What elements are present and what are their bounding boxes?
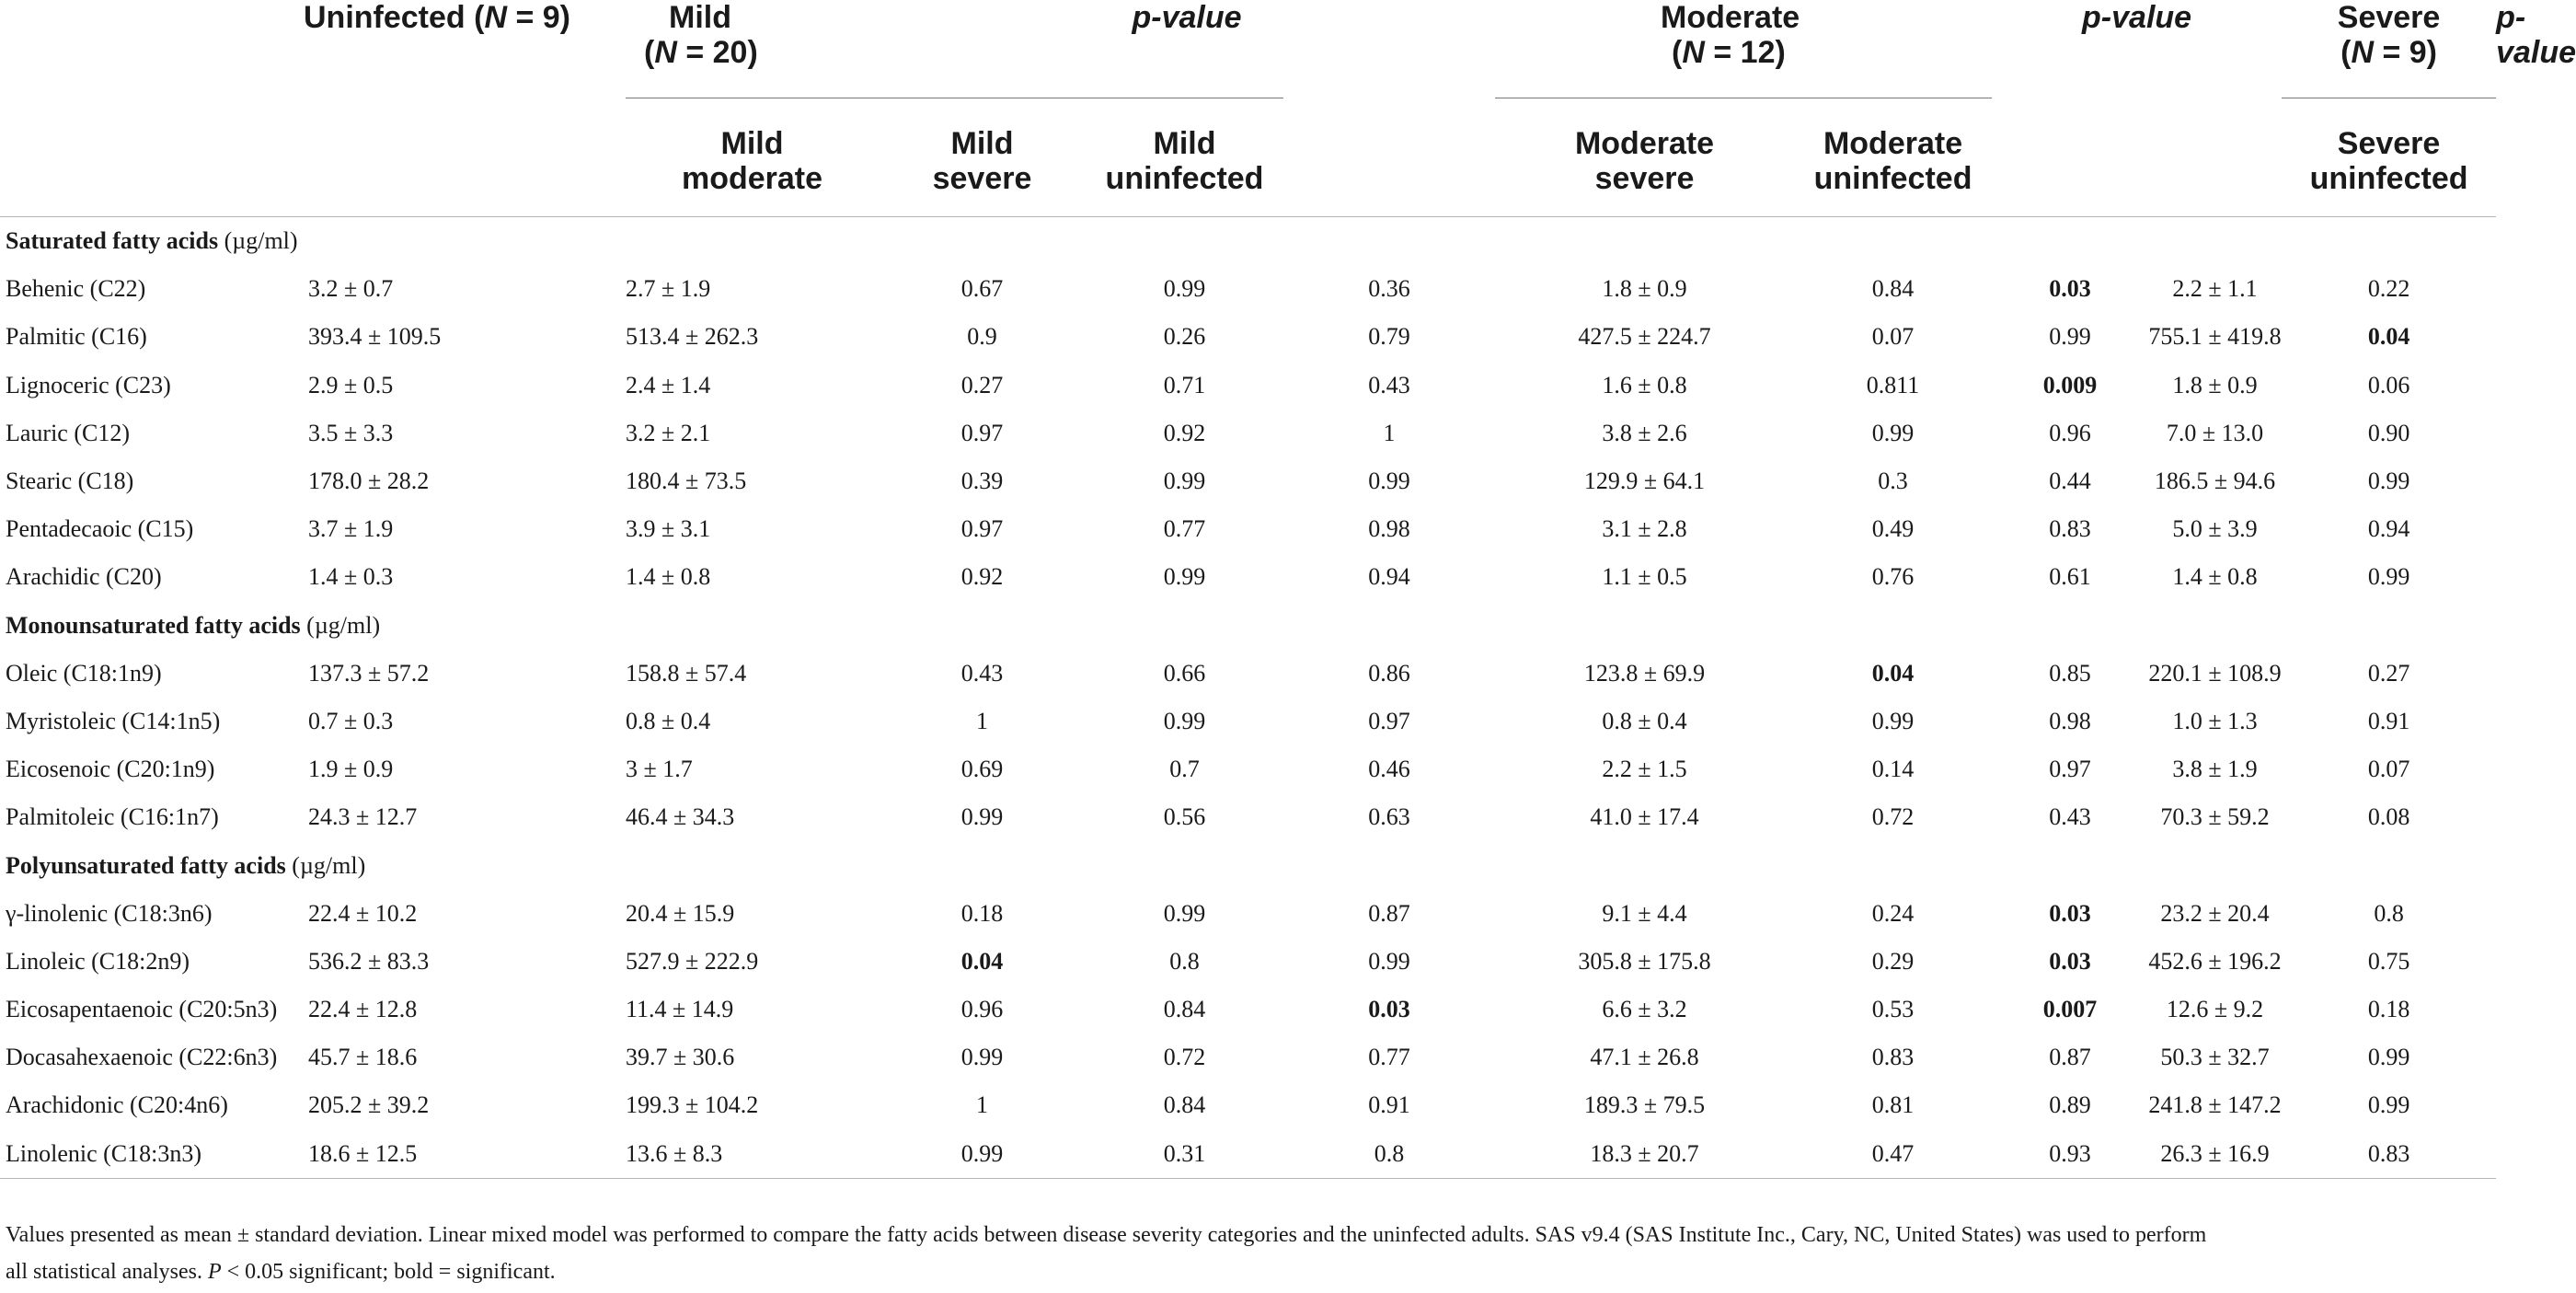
- p-mild-severe: 0.99: [1163, 563, 1206, 591]
- p-mild-moderate: 0.9: [967, 323, 997, 351]
- fatty-acid-name: Lignoceric (C23): [6, 371, 171, 398]
- fatty-acid-name: Behenic (C22): [6, 275, 146, 303]
- p-moderate-uninfected: 0.43: [2049, 803, 2091, 831]
- p-severe-uninfected: 0.90: [2367, 419, 2410, 446]
- moderate-value: 129.9 ± 64.1: [1583, 468, 1706, 495]
- pvalue-label: p-value: [2082, 0, 2192, 35]
- p-moderate-severe: 0.811: [1866, 371, 1920, 398]
- table-row: [0, 362, 2496, 410]
- uninfected-value: 1.9 ± 0.9: [308, 756, 394, 783]
- severe-value: 2.2 ± 1.1: [2172, 275, 2258, 303]
- moderate-value: 18.3 ± 20.7: [1495, 1130, 1794, 1179]
- p-mild-severe: 0.72: [1163, 1044, 1206, 1071]
- p-mild-moderate: 0.27: [960, 371, 1004, 398]
- uninfected-value: 1.4 ± 0.3: [308, 563, 394, 591]
- p-moderate-uninfected: 0.83: [2049, 515, 2091, 543]
- p-severe-uninfected: 0.99: [2367, 468, 2410, 495]
- p-mild-uninfected: 0.99: [1368, 947, 1410, 975]
- p-moderate-uninfected: 0.93: [1992, 1130, 2148, 1179]
- p-severe-uninfected: 0.99: [2367, 1091, 2410, 1119]
- severe-value: 5.0 ± 3.9: [2172, 515, 2258, 543]
- p-mild-moderate: 0.99: [960, 1044, 1004, 1071]
- uninfected-value: 2.9 ± 0.5: [308, 371, 394, 398]
- p-severe-uninfected: 0.22: [2367, 275, 2410, 303]
- p-severe-uninfected: 0.99: [2367, 563, 2410, 591]
- p-severe-uninfected: 0.18: [2367, 996, 2410, 1023]
- moderate-value: 123.8 ± 69.9: [1583, 659, 1706, 687]
- moderate-value: 6.6 ± 3.2: [1602, 996, 1687, 1023]
- mild-value: 199.3 ± 104.2: [626, 1091, 759, 1119]
- table-row: [0, 938, 2496, 986]
- subheader-mild-severe: Mild severe: [879, 98, 1086, 217]
- p-mild-uninfected: 0.99: [1368, 468, 1410, 495]
- uninfected-value: 178.0 ± 28.2: [308, 468, 430, 495]
- p-mild-severe: 0.77: [1163, 515, 1206, 543]
- p-mild-uninfected: 0.98: [1368, 515, 1410, 543]
- fatty-acid-name: Pentadecaoic (C15): [6, 515, 194, 543]
- p-moderate-severe: 0.49: [1871, 515, 1915, 543]
- p-mild-uninfected: 1: [1383, 419, 1396, 446]
- uninfected-value: 18.6 ± 12.5: [308, 1130, 626, 1179]
- p-mild-moderate: 0.39: [960, 468, 1004, 495]
- p-mild-severe: 0.99: [1163, 275, 1206, 303]
- severe-value: 12.6 ± 9.2: [2166, 996, 2264, 1023]
- severe-value: 7.0 ± 13.0: [2166, 419, 2264, 446]
- fatty-acid-name: Palmitoleic (C16:1n7): [6, 803, 219, 831]
- footnote-line-2: all statistical analyses. P < 0.05 significant; bold = significant.: [6, 1260, 556, 1284]
- p-mild-uninfected: 0.97: [1368, 707, 1410, 734]
- severe-value: 70.3 ± 59.2: [2160, 803, 2270, 831]
- uninfected-value: 393.4 ± 109.5: [308, 323, 442, 351]
- p-mild-severe: 0.8: [1169, 947, 1200, 975]
- mild-value: 46.4 ± 34.3: [626, 803, 735, 831]
- p-mild-severe: 0.99: [1163, 707, 1206, 734]
- p-moderate-severe: 0.76: [1871, 563, 1915, 591]
- subheader-moderate-severe: Moderate severe: [1495, 98, 1794, 217]
- header-row-2: [0, 98, 2496, 217]
- table-row: [0, 698, 2496, 745]
- footnote-line-1: Values presented as mean ± standard deviation. Linear mixed model was performed to compare the fatty acids between disease severity categories and the uninfected adults. SAS v9.4 (SAS Institute Inc., Cary, NC, United States) was used to perform: [6, 1223, 2207, 1247]
- section-row: [0, 841, 2496, 889]
- p-mild-severe: 0.99: [1163, 468, 1206, 495]
- fatty-acid-name: Eicosapentaenoic (C20:5n3): [6, 996, 278, 1023]
- p-moderate-severe: 0.72: [1871, 803, 1915, 831]
- p-mild-uninfected: 0.91: [1368, 1091, 1410, 1119]
- p-severe-uninfected: 0.04: [2367, 323, 2410, 351]
- p-moderate-severe: 0.84: [1871, 275, 1915, 303]
- severe-value: 1.4 ± 0.8: [2172, 563, 2258, 591]
- subheader-severe-uninfected: Severe uninfected: [2282, 98, 2496, 217]
- fatty-acid-name: Docasahexaenoic (C22:6n3): [6, 1044, 278, 1071]
- p-moderate-uninfected: 0.98: [2049, 707, 2091, 734]
- uninfected-value: 3.5 ± 3.3: [308, 419, 394, 446]
- uninfected-value: 22.4 ± 10.2: [308, 899, 418, 927]
- fatty-acid-name: Oleic (C18:1n9): [6, 659, 162, 687]
- p-moderate-uninfected: 0.03: [2049, 275, 2091, 303]
- mild-value: 3 ± 1.7: [626, 756, 693, 783]
- subheader-moderate-uninfected: Moderate uninfected: [1794, 98, 1992, 217]
- p-mild-severe: 0.56: [1163, 803, 1206, 831]
- moderate-value: 427.5 ± 224.7: [1578, 323, 1711, 351]
- fatty-acid-name: Linolenic (C18:3n3): [0, 1130, 308, 1179]
- p-mild-moderate: 0.04: [960, 947, 1004, 975]
- fatty-acid-name: Palmitic (C16): [6, 323, 147, 351]
- mild-value: 158.8 ± 57.4: [626, 659, 747, 687]
- p-mild-severe: 0.92: [1163, 419, 1206, 446]
- p-moderate-uninfected: 0.87: [2049, 1044, 2091, 1071]
- p-mild-uninfected: 0.63: [1368, 803, 1410, 831]
- p-moderate-uninfected: 0.99: [2049, 323, 2091, 351]
- severe-value: 3.8 ± 1.9: [2172, 756, 2258, 783]
- p-moderate-severe: 0.24: [1871, 899, 1915, 927]
- header-pvalue-moderate: [1992, 0, 2282, 98]
- table-row: [0, 1081, 2496, 1129]
- p-mild-moderate: 0.96: [960, 996, 1004, 1023]
- header-moderate: Moderate (N = 12): [1661, 0, 1800, 70]
- fatty-acid-name: Arachidonic (C20:4n6): [6, 1091, 228, 1119]
- p-mild-severe: 0.71: [1163, 371, 1206, 398]
- uninfected-value: 137.3 ± 57.2: [308, 659, 430, 687]
- p-mild-uninfected: 0.86: [1368, 659, 1410, 687]
- p-mild-uninfected: 0.03: [1368, 996, 1410, 1023]
- header-uninfected: Uninfected (N = 9): [304, 0, 570, 35]
- header-mild: Mild (N = 20): [644, 0, 758, 70]
- fatty-acid-name: Myristoleic (C14:1n5): [6, 707, 221, 734]
- p-mild-moderate: 0.97: [960, 515, 1004, 543]
- section-title: Saturated fatty acids (µg/ml): [6, 227, 298, 255]
- p-severe-uninfected: 0.91: [2367, 707, 2410, 734]
- p-moderate-uninfected: 0.007: [2042, 996, 2098, 1023]
- severe-value: 755.1 ± 419.8: [2148, 323, 2282, 351]
- p-moderate-severe: 0.99: [1871, 707, 1915, 734]
- p-mild-moderate: 1: [976, 1091, 988, 1119]
- moderate-value: 189.3 ± 79.5: [1583, 1091, 1706, 1119]
- section-title: Polyunsaturated fatty acids (µg/ml): [6, 851, 366, 879]
- p-moderate-severe: 0.14: [1871, 756, 1915, 783]
- table-row: [0, 1033, 2496, 1081]
- table-row: [0, 745, 2496, 793]
- p-mild-moderate: 0.97: [960, 419, 1004, 446]
- p-mild-uninfected: 0.43: [1368, 371, 1410, 398]
- section-row: [0, 217, 2496, 266]
- mild-value: 13.6 ± 8.3: [626, 1130, 879, 1179]
- p-moderate-uninfected: 0.97: [2049, 756, 2091, 783]
- p-mild-uninfected: 0.79: [1368, 323, 1410, 351]
- moderate-value: 2.2 ± 1.5: [1602, 756, 1687, 783]
- mild-value: 2.7 ± 1.9: [626, 275, 711, 303]
- uninfected-value: 205.2 ± 39.2: [308, 1091, 430, 1119]
- uninfected-value: 45.7 ± 18.6: [308, 1044, 418, 1071]
- p-moderate-severe: 0.3: [1878, 468, 1908, 495]
- p-severe-uninfected: 0.06: [2367, 371, 2410, 398]
- p-severe-uninfected: 0.08: [2367, 803, 2410, 831]
- table-row: [0, 1130, 2496, 1179]
- table-body: [0, 217, 2496, 1179]
- moderate-value: 41.0 ± 17.4: [1590, 803, 1699, 831]
- pvalue-label: p-value: [2496, 0, 2576, 70]
- p-mild-moderate: 0.18: [960, 899, 1004, 927]
- p-mild-moderate: 0.69: [960, 756, 1004, 783]
- severe-value: 50.3 ± 32.7: [2160, 1044, 2270, 1071]
- p-moderate-severe: 0.83: [1871, 1044, 1915, 1071]
- table-row: [0, 505, 2496, 553]
- uninfected-value: 3.2 ± 0.7: [308, 275, 394, 303]
- uninfected-value: 3.7 ± 1.9: [308, 515, 394, 543]
- table-row: [0, 265, 2496, 313]
- p-moderate-severe: 0.04: [1871, 659, 1915, 687]
- p-mild-severe: 0.84: [1163, 1091, 1206, 1119]
- p-mild-uninfected: 0.87: [1368, 899, 1410, 927]
- moderate-value: 3.1 ± 2.8: [1602, 515, 1687, 543]
- mild-value: 2.4 ± 1.4: [626, 371, 711, 398]
- severe-value: 1.8 ± 0.9: [2172, 371, 2258, 398]
- mild-value: 527.9 ± 222.9: [626, 947, 759, 975]
- p-mild-moderate: 0.92: [960, 563, 1004, 591]
- fatty-acid-name: Eicosenoic (C20:1n9): [6, 756, 215, 783]
- mild-value: 3.9 ± 3.1: [626, 515, 711, 543]
- uninfected-value: 24.3 ± 12.7: [308, 803, 418, 831]
- subheader-mild-moderate: Mild moderate: [626, 98, 879, 217]
- table-row: [0, 890, 2496, 938]
- moderate-value: 1.8 ± 0.9: [1602, 275, 1687, 303]
- table-row: [0, 986, 2496, 1033]
- p-severe-uninfected: 0.07: [2367, 756, 2410, 783]
- p-severe-uninfected: 0.99: [2367, 1044, 2410, 1071]
- severe-value: 23.2 ± 20.4: [2160, 899, 2270, 927]
- table-row: [0, 410, 2496, 457]
- p-severe-uninfected: 0.8: [2374, 899, 2404, 927]
- p-mild-uninfected: 0.94: [1368, 563, 1410, 591]
- moderate-value: 1.6 ± 0.8: [1602, 371, 1687, 398]
- p-mild-severe: 0.84: [1163, 996, 1206, 1023]
- p-severe-uninfected: 0.75: [2367, 947, 2410, 975]
- fatty-acid-name: Lauric (C12): [6, 419, 131, 446]
- p-mild-severe: 0.31: [1086, 1130, 1283, 1179]
- table-footnote: [6, 1217, 2490, 1290]
- severe-value: 1.0 ± 1.3: [2172, 707, 2258, 734]
- fatty-acid-name: Stearic (C18): [6, 468, 134, 495]
- header-pvalue-mild: [879, 0, 1495, 98]
- p-moderate-uninfected: 0.009: [2042, 371, 2098, 398]
- section-row: [0, 602, 2496, 650]
- p-moderate-uninfected: 0.96: [2049, 419, 2091, 446]
- mild-value: 0.8 ± 0.4: [626, 707, 711, 734]
- uninfected-value: 0.7 ± 0.3: [308, 707, 394, 734]
- p-moderate-severe: 0.47: [1794, 1130, 1992, 1179]
- moderate-value: 9.1 ± 4.4: [1602, 899, 1687, 927]
- p-moderate-severe: 0.53: [1871, 996, 1915, 1023]
- p-moderate-severe: 0.99: [1871, 419, 1915, 446]
- table-row: [0, 457, 2496, 505]
- fatty-acid-name: Arachidic (C20): [6, 563, 162, 591]
- p-severe-uninfected: 0.94: [2367, 515, 2410, 543]
- p-mild-uninfected: 0.36: [1368, 275, 1410, 303]
- p-mild-severe: 0.26: [1163, 323, 1206, 351]
- severe-value: 452.6 ± 196.2: [2148, 947, 2282, 975]
- moderate-value: 1.1 ± 0.5: [1602, 563, 1687, 591]
- section-title: Monounsaturated fatty acids (µg/ml): [6, 611, 381, 639]
- mild-value: 513.4 ± 262.3: [626, 323, 759, 351]
- table-row: [0, 313, 2496, 361]
- mild-value: 39.7 ± 30.6: [626, 1044, 735, 1071]
- severe-value: 241.8 ± 147.2: [2148, 1091, 2282, 1119]
- p-mild-severe: 0.7: [1169, 756, 1200, 783]
- fatty-acid-name: Linoleic (C18:2n9): [6, 947, 190, 975]
- mild-value: 3.2 ± 2.1: [626, 419, 711, 446]
- uninfected-value: 536.2 ± 83.3: [308, 947, 430, 975]
- table-row: [0, 553, 2496, 601]
- pvalue-label: p-value: [1132, 0, 1242, 35]
- table-row: [0, 650, 2496, 698]
- p-moderate-severe: 0.81: [1871, 1091, 1915, 1119]
- p-moderate-uninfected: 0.89: [2049, 1091, 2091, 1119]
- mild-value: 20.4 ± 15.9: [626, 899, 735, 927]
- p-mild-moderate: 0.67: [960, 275, 1004, 303]
- moderate-value: 3.8 ± 2.6: [1602, 419, 1687, 446]
- p-mild-moderate: 0.99: [960, 803, 1004, 831]
- mild-value: 11.4 ± 14.9: [626, 996, 734, 1023]
- header-severe: Severe (N = 9): [2337, 0, 2441, 70]
- severe-value: 26.3 ± 16.9: [2148, 1130, 2282, 1179]
- p-moderate-severe: 0.07: [1871, 323, 1915, 351]
- p-moderate-severe: 0.29: [1871, 947, 1915, 975]
- mild-value: 1.4 ± 0.8: [626, 563, 711, 591]
- p-mild-moderate: 0.99: [879, 1130, 1086, 1179]
- p-moderate-uninfected: 0.44: [2049, 468, 2091, 495]
- p-moderate-uninfected: 0.03: [2049, 899, 2091, 927]
- moderate-value: 305.8 ± 175.8: [1578, 947, 1711, 975]
- header-row-1: [0, 0, 2496, 98]
- table-header: [0, 0, 2576, 217]
- moderate-value: 47.1 ± 26.8: [1590, 1044, 1699, 1071]
- fatty-acid-name: γ-linolenic (C18:3n6): [6, 899, 213, 927]
- p-mild-uninfected: 0.8: [1283, 1130, 1495, 1179]
- p-mild-uninfected: 0.77: [1368, 1044, 1410, 1071]
- mild-value: 180.4 ± 73.5: [626, 468, 747, 495]
- severe-value: 220.1 ± 108.9: [2148, 659, 2282, 687]
- p-mild-severe: 0.66: [1163, 659, 1206, 687]
- p-mild-uninfected: 0.46: [1368, 756, 1410, 783]
- p-moderate-uninfected: 0.03: [2049, 947, 2091, 975]
- p-mild-moderate: 1: [976, 707, 988, 734]
- p-severe-uninfected: 0.83: [2282, 1130, 2496, 1179]
- table-row: [0, 793, 2496, 841]
- p-mild-moderate: 0.43: [960, 659, 1004, 687]
- p-mild-severe: 0.99: [1163, 899, 1206, 927]
- severe-value: 186.5 ± 94.6: [2154, 468, 2276, 495]
- p-moderate-uninfected: 0.85: [2049, 659, 2091, 687]
- moderate-value: 0.8 ± 0.4: [1602, 707, 1687, 734]
- p-moderate-uninfected: 0.61: [2049, 563, 2091, 591]
- subheader-mild-uninfected: Mild uninfected: [1086, 98, 1283, 217]
- uninfected-value: 22.4 ± 12.8: [308, 996, 418, 1023]
- p-severe-uninfected: 0.27: [2367, 659, 2410, 687]
